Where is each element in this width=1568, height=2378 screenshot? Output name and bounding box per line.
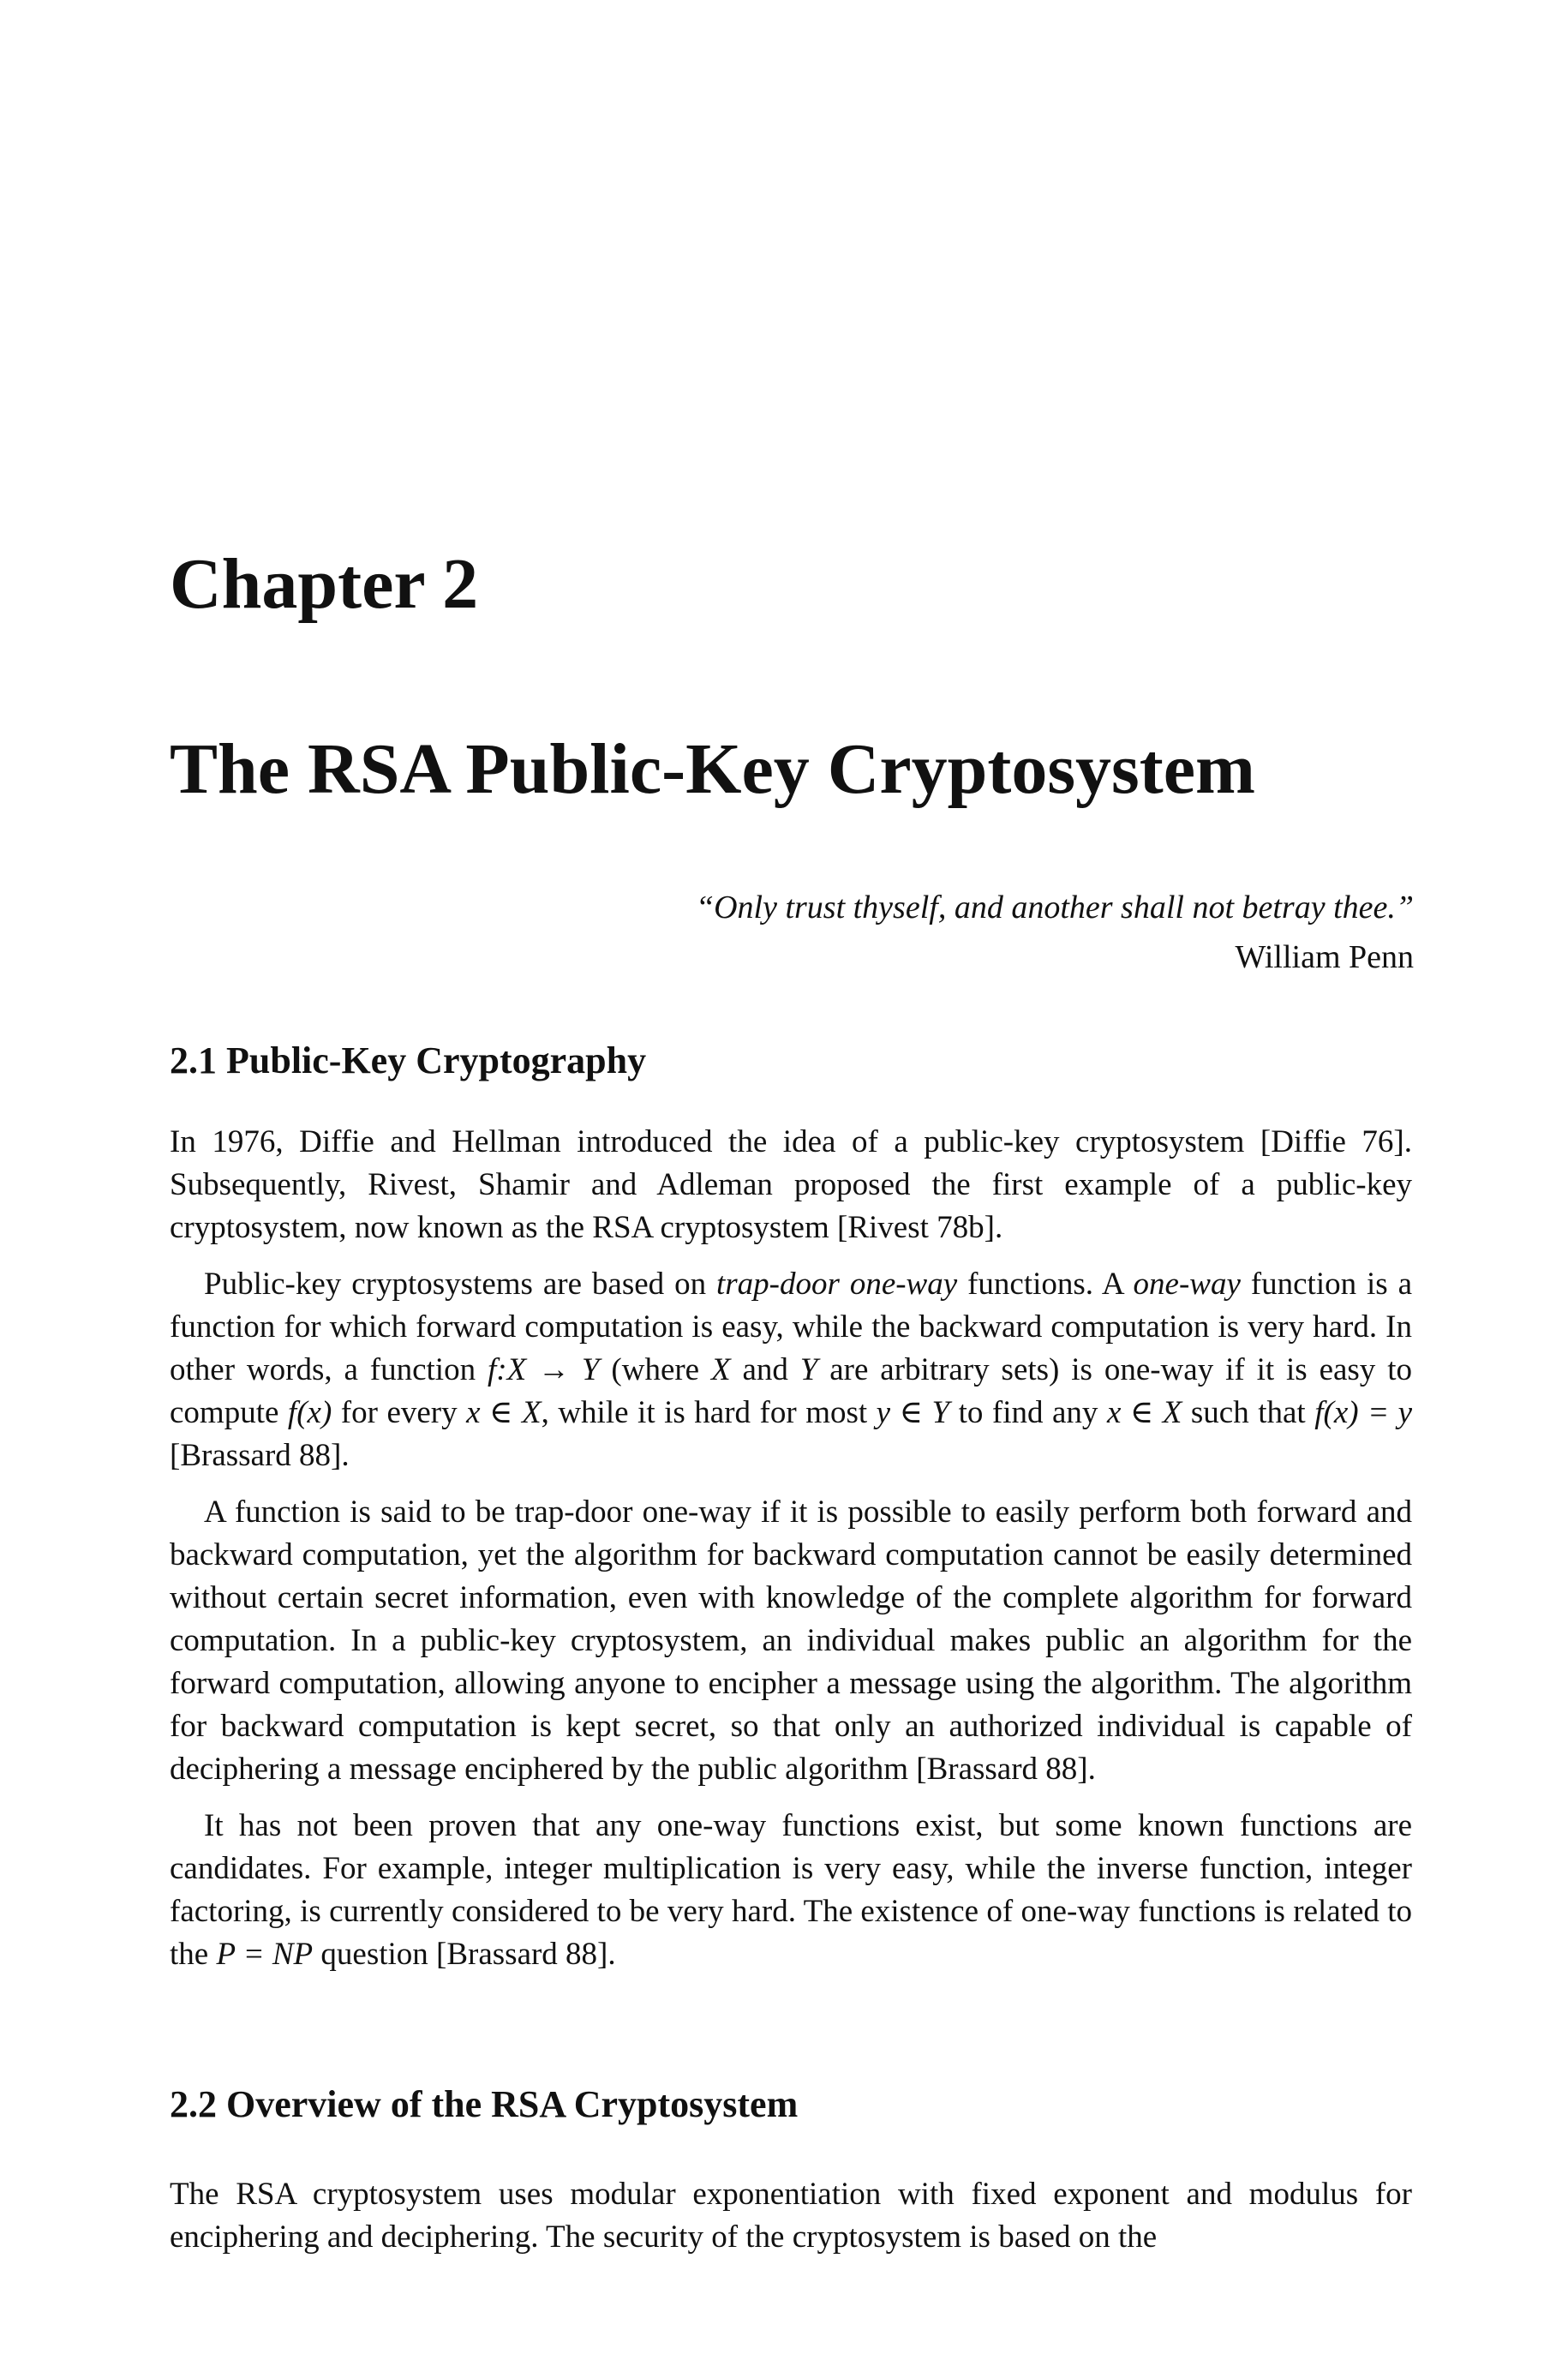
section-heading-2-1: 2.1 Public-Key Cryptography [170, 1039, 647, 1081]
paragraph-4-italic-1: P = NP [216, 1937, 314, 1972]
paragraph-2-italic-1: trap-door one-way [716, 1267, 958, 1302]
epigraph [591, 883, 1414, 982]
paragraph-4 [170, 1805, 1412, 1976]
paragraph-2-text-8: , while it is hard for most [541, 1395, 877, 1430]
section-2-1-body [170, 1121, 1412, 1990]
paragraph-2-italic-6: f(x) [287, 1395, 332, 1430]
paragraph-2-italic-4: X [711, 1352, 731, 1387]
paragraph-2-italic-9: x ∈ X [1106, 1395, 1182, 1430]
paragraph-3: A function is said to be trap-door one-way if it is possible to easily perform both forward and backward computation, yet the algorithm for backward computation cannot be easily determined without certain secret information, even with knowledge of the complete algorithm for forward computation. In a public-key cryptosystem, an individual makes public an algorithm for the forward computation, allowing anyone to encipher a message using the algorithm. The algorithm for backward computation is kept secret, so that only an authorized individual is capable of deciphering a message enciphered by the public algorithm [Brassard 88]. [170, 1494, 1412, 1787]
paragraph-2-text-5: and [730, 1352, 800, 1387]
paragraph-2-text-3: function is a function for which forward computation is easy, while the backward computation is very hard. In other words, a function [170, 1267, 1413, 1387]
paragraph-2-italic-2: one-way [1133, 1267, 1241, 1302]
paragraph-2-text-4: (where [599, 1352, 711, 1387]
epigraph-author: William Penn [1235, 939, 1414, 975]
paragraph-2-italic-10: f(x) = y [1314, 1395, 1412, 1430]
paragraph-2-text-10: such that [1182, 1395, 1315, 1430]
paragraph-2-text-2: functions. A [957, 1267, 1134, 1302]
paragraph-2-text-6: are arbitrary sets) is one-way if it is easy to compute [170, 1352, 1412, 1430]
paragraph-2-italic-8: y ∈ Y [876, 1395, 950, 1430]
paragraph-4-text-2: question [Brassard 88]. [313, 1937, 616, 1972]
paragraph-2-text-1: Public-key cryptosystems are based on [204, 1267, 716, 1302]
paragraph-2-text-9: to find any [949, 1395, 1107, 1430]
chapter-title: The RSA Public-Key Cryptosystem [170, 729, 1255, 809]
paragraph-2-text-7: for every [332, 1395, 467, 1430]
paragraph-1: In 1976, Diffie and Hellman introduced the idea of a public-key cryptosystem [Diffie 76]. Subsequently, Rivest, Shamir and Adleman proposed the first example of a public-key cryptosystem, now known as the RSA cryptosystem [Rivest 78b]. [170, 1124, 1412, 1245]
chapter-label: Chapter 2 [170, 544, 479, 624]
paragraph-2-italic-3: f:X → Y [487, 1352, 600, 1387]
paragraph-2-text-11: [Brassard 88]. [170, 1438, 350, 1473]
epigraph-quote: “Only trust thyself, and another shall not betray thee.” [695, 890, 1414, 925]
paragraph-2-italic-5: Y [799, 1352, 818, 1387]
paragraph-5: The RSA cryptosystem uses modular exponentiation with fixed exponent and modulus for enciphering and deciphering. The security of the cryptosystem is based on the [170, 2177, 1412, 2255]
paragraph-2 [170, 1263, 1412, 1477]
paragraph-4-text-1: It has not been proven that any one-way functions exist, but some known functions are candidates. For example, integer multiplication is very easy, while the inverse function, integer factoring, is currently considered to be very hard. The existence of one-way functions is related to the [170, 1808, 1412, 1972]
section-2-2-body [170, 2173, 1412, 2273]
paragraph-2-italic-7: x ∈ X [466, 1395, 542, 1430]
section-heading-2-2: 2.2 Overview of the RSA Cryptosystem [170, 2083, 799, 2125]
